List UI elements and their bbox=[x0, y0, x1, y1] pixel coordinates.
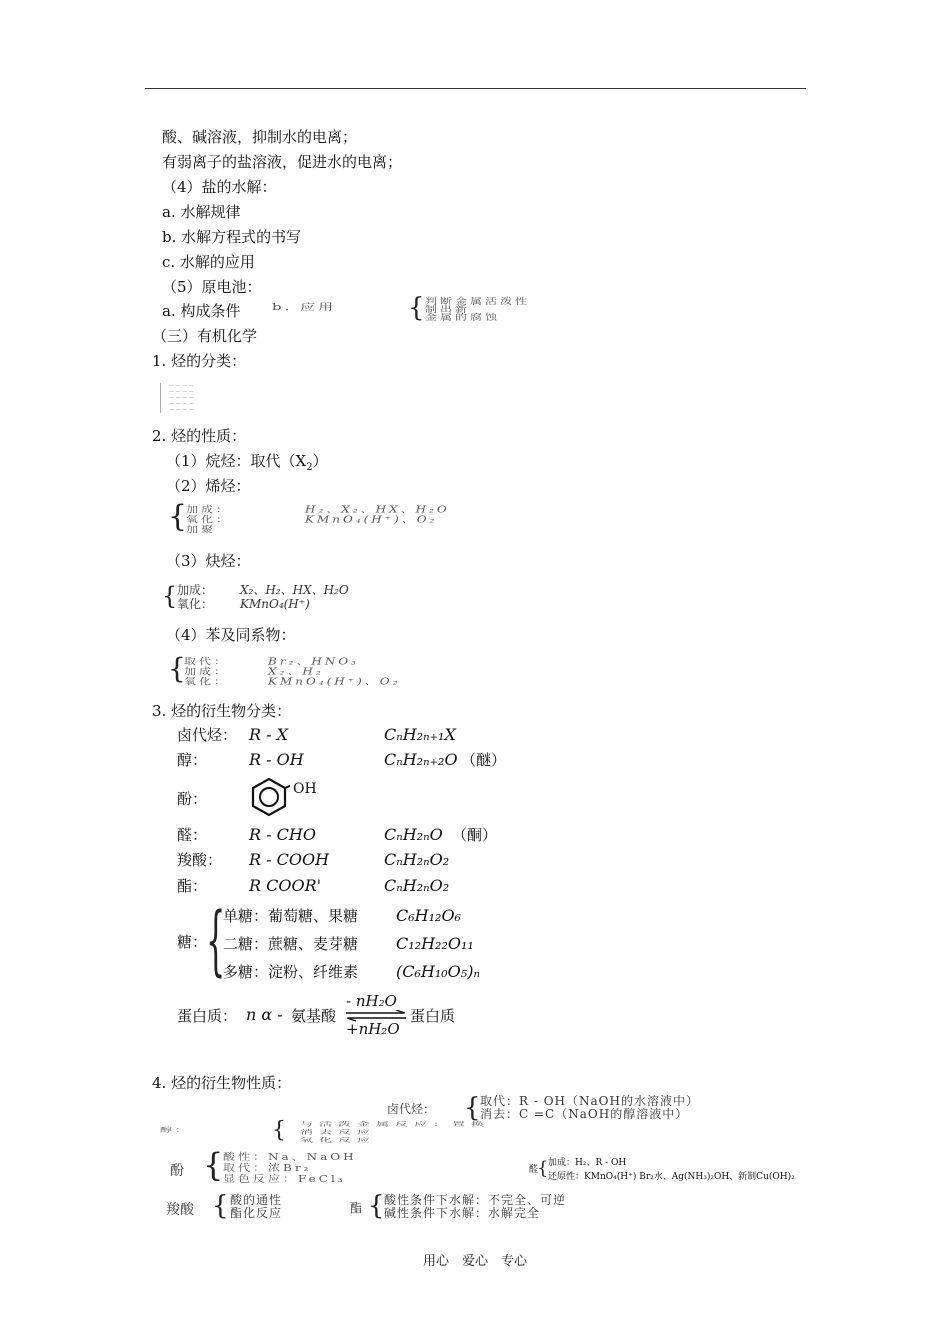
alcohol-props-item: 消去反应 bbox=[300, 1128, 377, 1136]
ester-props-item: 酸性条件下水解：不完全、可逆 bbox=[384, 1193, 567, 1207]
alkyne-reaction-reagents: KMnO₄(H⁺) bbox=[240, 597, 310, 611]
halo-props-name: 卤代烃： bbox=[387, 1102, 436, 1116]
phenol-oh-label: OH bbox=[293, 781, 317, 797]
phenol-props-item: 取代：浓Br₂ bbox=[223, 1162, 312, 1174]
brace: { bbox=[537, 1158, 549, 1179]
derivative-note: （酮） bbox=[452, 826, 498, 844]
ester-props-item: 碱性条件下水解：水解完全 bbox=[384, 1206, 541, 1220]
battery-item: 制出新 bbox=[425, 304, 471, 315]
derivative-name: 卤代烃： bbox=[177, 726, 238, 744]
phenol-props-name: 酚 bbox=[170, 1163, 184, 1179]
text-line: （4）苯及同系物： bbox=[166, 626, 296, 644]
text-line: （5）原电池： bbox=[162, 278, 262, 296]
brace: { bbox=[168, 499, 188, 534]
sugar-type: 单糖：葡萄糖、果糖 bbox=[223, 907, 359, 925]
sugar-formula: C₆H₁₂O₆ bbox=[396, 906, 461, 925]
alkene-reaction-name: 氧化： bbox=[186, 514, 232, 525]
page-footer: 用心 爱心 专心 bbox=[422, 1254, 527, 1269]
derivative-name: 醇： bbox=[177, 751, 208, 769]
derivative-formula: CₙH₂ₙO bbox=[384, 825, 443, 844]
brace: { bbox=[464, 1093, 481, 1123]
brace: { bbox=[206, 895, 226, 984]
sugar-type: 二糖：蔗糖、麦芽糖 bbox=[223, 935, 359, 953]
phenol-name: 酚： bbox=[177, 790, 208, 808]
acid-props-name: 羧酸 bbox=[166, 1202, 194, 1218]
sugar-type: 多糖：淀粉、纤维素 bbox=[223, 963, 359, 981]
battery-item: 金属的腐蚀 bbox=[425, 312, 501, 323]
text-line: （4）盐的水解： bbox=[162, 178, 277, 196]
derivative-formula: CₙH₂ₙ₊₂O bbox=[384, 750, 458, 769]
derivative-formula: CₙH₂ₙO₂ bbox=[384, 850, 450, 869]
protein-reactant: 氨基酸 bbox=[291, 1007, 337, 1025]
brace: { bbox=[212, 1191, 229, 1221]
sugar-name: 糖： bbox=[177, 933, 208, 951]
text-line: （1）烷烃：取代$(X_2)$ bbox=[166, 452, 328, 473]
protein-forward-condition: - nH₂O bbox=[346, 992, 397, 1010]
acid-props-item: 酯化反应 bbox=[230, 1206, 283, 1220]
derivative-group: R - COOH bbox=[249, 850, 330, 869]
halo-props-item: 消去：C =C（NaOH的醇溶液中） bbox=[480, 1107, 689, 1121]
alkyne-reaction-name: 加成： bbox=[177, 583, 214, 597]
derivative-group: R COOR' bbox=[249, 876, 322, 895]
benzene-reaction-reagents: X₂、H₂ bbox=[268, 666, 324, 677]
brace: { bbox=[272, 1118, 286, 1143]
alkene-reaction-reagents: H₂、X₂、HX、H₂O bbox=[305, 504, 450, 515]
alcohol-props-item: 与活泼金属反应：置换 bbox=[300, 1120, 491, 1128]
brace: { bbox=[203, 1146, 224, 1184]
protein-product: 蛋白质 bbox=[410, 1007, 456, 1025]
text-line: （3）炔烃： bbox=[166, 552, 251, 570]
benzene-ring-icon bbox=[248, 776, 290, 818]
alkene-reaction-reagents: KMnO₄(H⁺)、O₂ bbox=[305, 514, 438, 525]
section-title: 1. 烃的分类： bbox=[152, 352, 247, 370]
phenol-props-item: 显色反应：FeCl₃ bbox=[223, 1173, 346, 1185]
derivative-group: R - X bbox=[249, 725, 289, 744]
derivative-name: 羧酸： bbox=[177, 851, 223, 869]
derivative-group: R - OH bbox=[249, 750, 304, 769]
ester-props-name: 酯 bbox=[350, 1201, 363, 1215]
text-line: b. 水解方程式的书写 bbox=[162, 228, 302, 246]
section-title: 2. 烃的性质： bbox=[152, 427, 247, 445]
aldehyde-props-item: 还原性：KMnO₄(H⁺) Br₂水、Ag(NH₃)₂OH、新制Cu(OH)₂ bbox=[548, 1172, 795, 1182]
text-line: 酸、碱溶液，抑制水的电离； bbox=[162, 128, 358, 146]
protein-name: 蛋白质： bbox=[177, 1007, 238, 1025]
sugar-formula: (C₆H₁₀O₅)ₙ bbox=[396, 962, 480, 981]
acid-props-item: 酸的通性 bbox=[230, 1193, 283, 1207]
brace: { bbox=[368, 1191, 385, 1221]
derivative-note: （醚） bbox=[461, 751, 507, 769]
benzene-reaction-reagents: KMnO₄(H⁺)、O₂ bbox=[268, 676, 401, 687]
derivative-name: 醛： bbox=[177, 826, 208, 844]
text-line: 有弱离子的盐溶液，促进水的电离； bbox=[162, 153, 403, 171]
alcohol-props-item: 氧化反应 bbox=[300, 1136, 377, 1144]
protein-backward-condition: +nH₂O bbox=[346, 1020, 400, 1038]
benzene-reaction-reagents: Br₂、HNO₃ bbox=[268, 656, 359, 667]
alkene-reaction-name: 加聚 bbox=[186, 524, 217, 535]
section-title: （三）有机化学 bbox=[152, 327, 258, 345]
derivative-formula: CₙH₂ₙO₂ bbox=[384, 876, 450, 895]
text-line: a. 水解规律 bbox=[162, 203, 241, 221]
battery-application-label: b. 应用 bbox=[272, 301, 337, 313]
section-title: 4. 烃的衍生物性质： bbox=[152, 1074, 292, 1092]
protein-reactant-prefix: n α - bbox=[246, 1005, 283, 1024]
benzene-reaction-name: 取代： bbox=[184, 656, 230, 667]
brace: { bbox=[168, 652, 186, 685]
halo-props-item: 取代：R - OH（NaOH的水溶液中） bbox=[480, 1094, 699, 1108]
aldehyde-props-item: 加成：H₂、R - OH bbox=[548, 1158, 627, 1168]
benzene-reaction-name: 加成： bbox=[184, 666, 230, 677]
battery-item: 判断金属活泼性 bbox=[425, 296, 531, 307]
text-line: c. 水解的应用 bbox=[162, 253, 255, 271]
alkyne-reaction-name: 氧化： bbox=[177, 597, 214, 611]
derivative-group: R - CHO bbox=[249, 825, 316, 844]
derivative-formula: CₙH₂ₙ₊₁X bbox=[384, 725, 456, 744]
derivative-name: 酯： bbox=[177, 877, 208, 895]
brace: { bbox=[162, 582, 178, 610]
section-title: 3. 烃的衍生物分类： bbox=[152, 702, 292, 720]
phenol-props-item: 酸性：Na、NaOH bbox=[223, 1151, 357, 1163]
alkene-reaction-name: 加成： bbox=[186, 504, 232, 515]
text-line: （2）烯烃： bbox=[166, 477, 251, 495]
header-rule bbox=[145, 88, 806, 89]
aldehyde-props-name: 醛 bbox=[529, 1165, 539, 1175]
alkyne-reaction-reagents: X₂、H₂、HX、H₂O bbox=[240, 583, 349, 597]
benzene-reaction-name: 氧化： bbox=[184, 676, 230, 687]
brace: { bbox=[408, 293, 425, 323]
text-line: a. 构成条件 bbox=[162, 302, 241, 320]
alcohol-props-name: 醇： bbox=[160, 1126, 191, 1134]
hydrocarbon-classification-diagram: — — — — — — — — — — — — — — — — — — — — bbox=[160, 383, 221, 413]
sugar-formula: C₁₂H₂₂O₁₁ bbox=[396, 934, 474, 953]
